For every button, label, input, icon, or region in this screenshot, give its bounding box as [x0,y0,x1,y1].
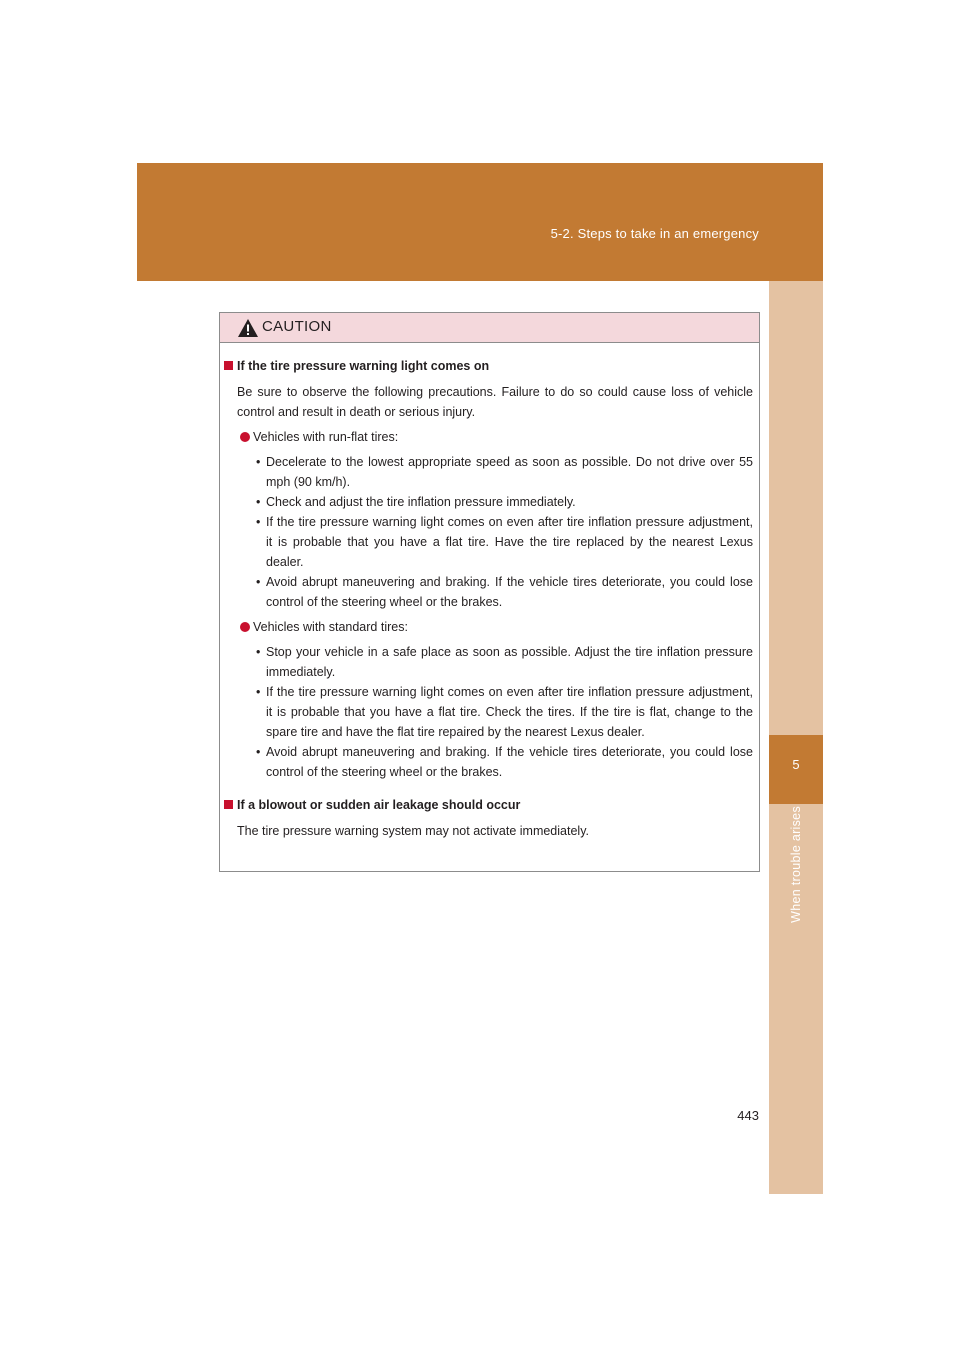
bullet-dot-icon: • [256,685,261,699]
page-number: 443 [737,1108,759,1123]
group-heading: Vehicles with run-flat tires: [220,427,753,447]
bullet-dot-icon: • [256,745,261,759]
bullet-dot-icon: • [256,495,261,509]
chapter-title [769,806,823,956]
square-bullet-icon [224,361,233,370]
chapter-number: 5 [792,757,800,772]
bullet-dot-icon: • [256,455,261,469]
bullet-dot-icon: • [256,575,261,589]
round-bullet-icon [240,432,250,442]
caution-content [220,343,759,841]
section-heading: If a blowout or sudden air leakage should occur [220,795,753,815]
header-band [137,163,823,281]
group-heading: Vehicles with standard tires: [220,617,753,637]
bullet-dot-icon: • [256,645,261,659]
warning-triangle-icon [237,318,259,338]
square-bullet-icon [224,800,233,809]
section-paragraph: The tire pressure warning system may not activate immediately. [237,824,589,838]
caution-label: CAUTION [262,318,332,335]
caution-box [219,312,760,872]
section-paragraph: Be sure to observe the following precautions. Failure to do so could cause loss of vehicle control and result in death or serious injury. [237,385,753,419]
list-item: • Avoid abrupt maneuvering and braking. If the vehicle tires deteriorate, you could lose control of the steering wheel or the brakes. [220,572,753,612]
section-heading: If the tire pressure warning light comes on [220,356,753,376]
caution-header [220,313,759,343]
list-item: • Stop your vehicle in a safe place as soon as possible. Adjust the tire inflation pressure immediately. [220,642,753,682]
bullet-list [220,642,753,782]
list-item: • Check and adjust the tire inflation pressure immediately. [220,492,753,512]
list-item: • If the tire pressure warning light comes on even after tire inflation pressure adjustment, it is probable that you have a flat tire. Have the tire replaced by the nearest Lexus dealer. [220,512,753,572]
bullet-dot-icon: • [256,515,261,529]
list-item: • If the tire pressure warning light comes on even after tire inflation pressure adjustment, it is probable that you have a flat tire. Check the tires. If the tire is flat, change to the spare tire and have the flat tire repaired by the nearest Lexus dealer. [220,682,753,742]
list-item: • Avoid abrupt maneuvering and braking. If the vehicle tires deteriorate, you could lose control of the steering wheel or the brakes. [220,742,753,782]
chapter-title-text: When trouble arises [789,806,803,923]
round-bullet-icon [240,622,250,632]
section-title: 5-2. Steps to take in an emergency [550,226,759,241]
chapter-number-tab [769,735,823,804]
bullet-list [220,452,753,612]
list-item: • Decelerate to the lowest appropriate speed as soon as possible. Do not drive over 55 mph (90 km/h). [220,452,753,492]
